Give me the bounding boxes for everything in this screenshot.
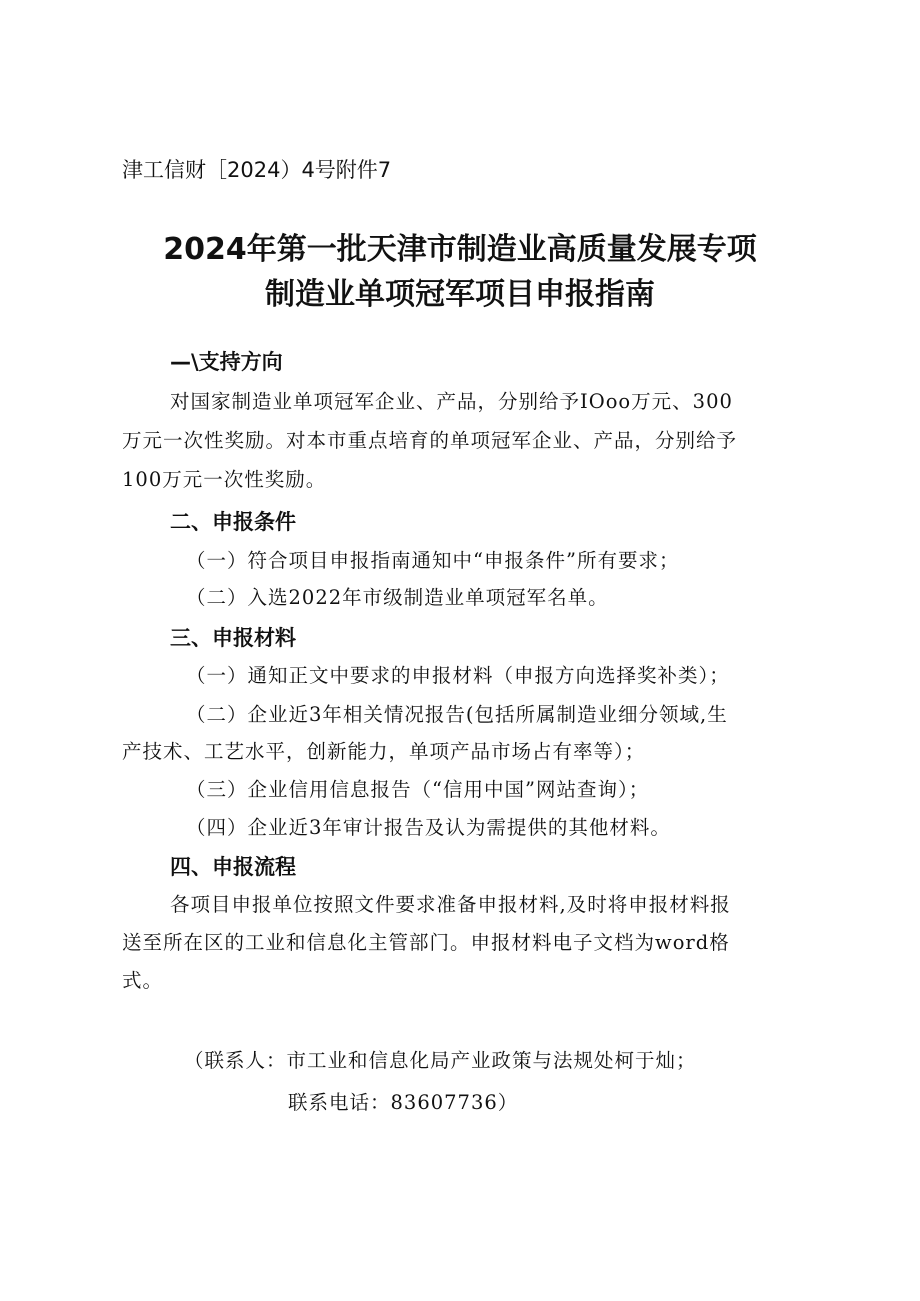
contact-phone: 联系电话：83607736） (288, 1091, 519, 1114)
section-4-line: 送至所在区的工业和信息化主管部门。申报材料电子文档为word格 (122, 931, 730, 954)
section-3-item: （三）企业信用信息报告（“信用中国”网站查询）； (186, 778, 650, 801)
section-1-heading: —\支持方向 (170, 350, 283, 374)
section-3-item: （二）企业近3年相关情况报告(包括所属制造业细分领域,生 (186, 703, 728, 726)
section-2-item: （一）符合项目申报指南通知中“申报条件”所有要求； (186, 549, 680, 572)
section-4-line: 各项目申报单位按照文件要求准备申报材料,及时将申报材料报 (170, 893, 731, 916)
section-2-item: （二）入选2022年市级制造业单项冠军名单。 (186, 586, 609, 609)
section-2-heading: 二、申报条件 (170, 510, 296, 534)
section-3-item: 产技术、工艺水平，创新能力，单项产品市场占有率等）； (122, 740, 646, 763)
section-3-heading: 三、申报材料 (170, 626, 296, 650)
title-line-1: 2024年第一批天津市制造业高质量发展专项 (163, 232, 757, 267)
section-4-heading: 四、申报流程 (170, 855, 296, 879)
section-3-item: （四）企业近3年审计报告及认为需提供的其他材料。 (186, 816, 671, 839)
document-number: 津工信财［2024）4号附件7 (122, 158, 392, 182)
section-1-line: 对国家制造业单项冠军企业、产品，分别给予IOoo万元、300 (170, 390, 733, 413)
title-line-2: 制造业单项冠军项目申报指南 (265, 277, 655, 312)
section-1-line: 100万元一次性奖励。 (122, 468, 327, 491)
section-4-line: 式。 (122, 969, 164, 992)
contact-person: （联系人：市工业和信息化局产业政策与法规处柯于灿； (184, 1049, 697, 1072)
section-3-item: （一）通知正文中要求的申报材料（申报方向选择奖补类）； (186, 664, 730, 687)
section-1-line: 万元一次性奖励。对本市重点培育的单项冠军企业、产品，分别给予 (122, 429, 738, 452)
